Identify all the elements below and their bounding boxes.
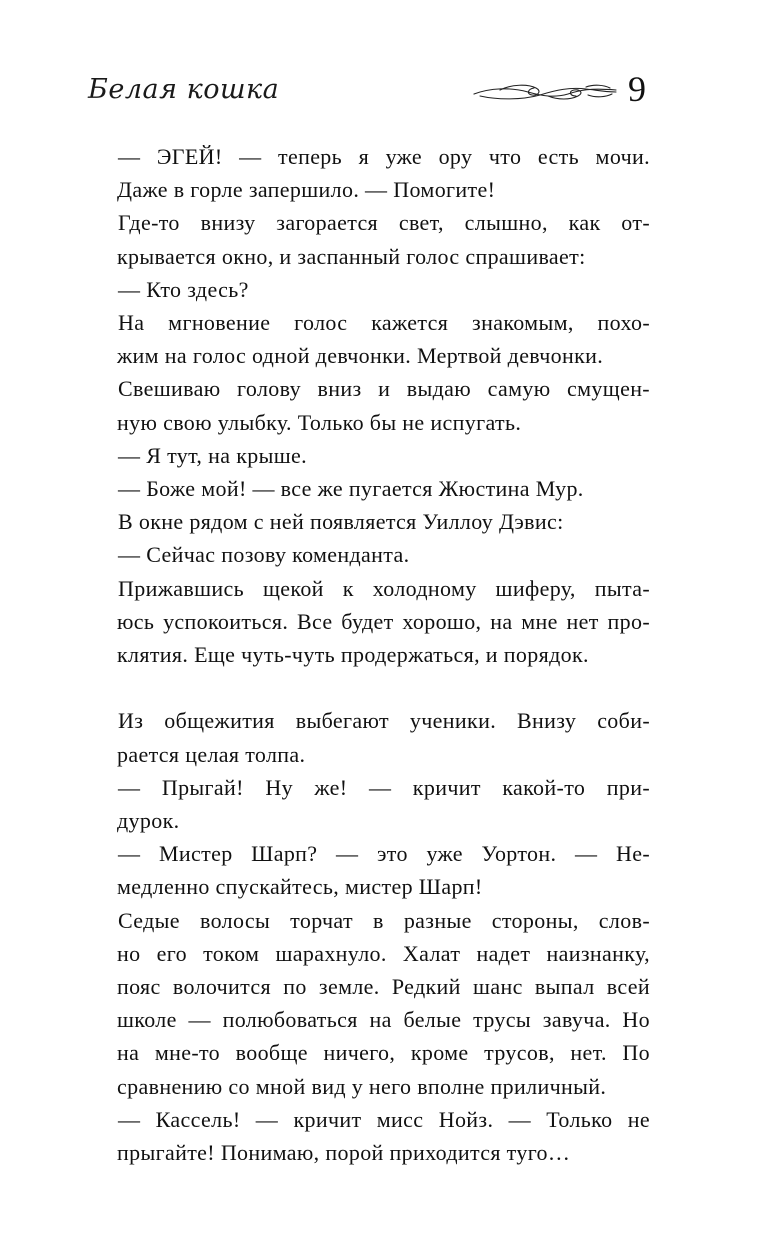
- text-line: юсь успокоиться. Все будет хорошо, на мне нет про-: [117, 608, 650, 634]
- text-line: Даже в горле запершило. — Помогите!: [117, 177, 496, 203]
- text-line: В окне рядом с ней появляется Уиллоу Дэвис:: [118, 509, 564, 535]
- text-line: — Я тут, на крыше.: [118, 442, 307, 468]
- text-line: школе — полюбоваться на белые трусы завуча. Но: [117, 1007, 650, 1033]
- text-line: рается целая толпа.: [117, 741, 306, 767]
- text-line: клятия. Еще чуть-чуть продержаться, и порядок.: [117, 642, 589, 668]
- text-line: Прижавшись щекой к холодному шиферу, пыта-: [118, 575, 650, 601]
- text-line: медленно спускайтесь, мистер Шарп!: [117, 874, 483, 900]
- paragraph: [118, 306, 650, 372]
- text-line: дурок.: [117, 808, 180, 834]
- paragraph: [118, 206, 650, 272]
- paragraph: [118, 439, 650, 472]
- paragraph: [118, 704, 650, 770]
- paragraph: [118, 572, 650, 672]
- body-text: [118, 140, 650, 1169]
- running-title: Белая кошка: [88, 74, 280, 105]
- text-line: Свешиваю голову вниз и выдаю самую смущен-: [118, 376, 650, 402]
- paragraph: [118, 140, 650, 206]
- text-line: ную свою улыбку. Только бы не испугать.: [117, 409, 522, 435]
- paragraph: [118, 771, 650, 837]
- text-line: — ЭГЕЙ! — теперь я уже ору что есть мочи.: [118, 144, 650, 169]
- flourish-ornament-icon: [470, 78, 620, 104]
- text-line: жим на голос одной девчонки. Мертвой девчонки.: [117, 343, 604, 369]
- text-line: Седые волосы торчат в разные стороны, слов-: [118, 907, 650, 933]
- paragraph: [118, 472, 650, 505]
- text-line: — Прыгай! Ну же! — кричит какой-то при-: [118, 774, 650, 800]
- text-line: пояс волочится по земле. Редкий шанс выпал всей: [117, 974, 650, 1000]
- section-break: [118, 671, 650, 704]
- text-line: — Мистер Шарп? — это уже Уортон. — Не-: [118, 841, 650, 867]
- page-number: 9: [628, 69, 646, 109]
- text-line: — Кассель! — кричит мисс Нойз. — Только не: [118, 1106, 650, 1132]
- text-line: Из общежития выбегают ученики. Внизу соби-: [118, 708, 650, 734]
- paragraph: [118, 1103, 650, 1169]
- text-line: — Боже мой! — все же пугается Жюстина Мур.: [118, 476, 584, 502]
- paragraph: [118, 273, 650, 306]
- text-line: но его током шарахнуло. Халат надет наизнанку,: [117, 940, 650, 966]
- text-line: сравнению со мной вид у него вполне приличный.: [117, 1073, 607, 1099]
- paragraph: [118, 372, 650, 438]
- text-line: — Кто здесь?: [118, 276, 249, 302]
- text-line: крывается окно, и заспанный голос спрашивает:: [117, 243, 586, 269]
- text-line: Где-то внизу загорается свет, слышно, как от-: [118, 210, 650, 236]
- paragraph: [118, 505, 650, 538]
- text-line: — Сейчас позову коменданта.: [118, 542, 410, 568]
- paragraph: [118, 538, 650, 571]
- text-line: На мгновение голос кажется знакомым, похо-: [118, 310, 650, 336]
- paragraph: [118, 837, 650, 903]
- paragraph: [118, 904, 650, 1103]
- text-line: на мне-то вообще ничего, кроме трусов, нет. По: [117, 1040, 650, 1066]
- text-line: прыгайте! Понимаю, порой приходится туго…: [117, 1140, 571, 1166]
